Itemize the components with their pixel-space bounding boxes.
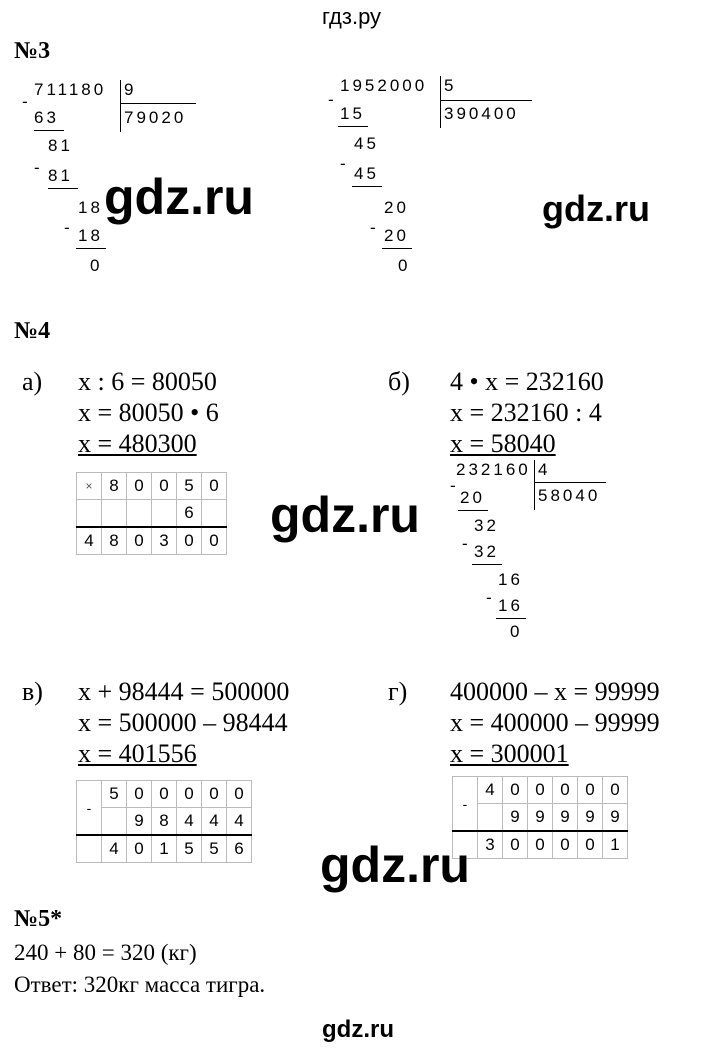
task5-solution: 240 + 80 = 320 (кг) — [14, 940, 197, 965]
task4g-label: г) — [388, 677, 408, 706]
div1-divisor: 9 — [124, 80, 137, 99]
task4a-line: x : 6 = 80050 — [78, 367, 217, 396]
watermark: gdz.ru — [104, 169, 254, 225]
div3-step: 32 — [474, 516, 499, 535]
div3-step: 32 — [474, 542, 499, 561]
task5-answer: Ответ: 320кг масса тигра. — [14, 972, 266, 997]
div1-step: 81 — [48, 166, 73, 185]
div3-quotient: 58040 — [538, 486, 601, 505]
task4-number: №4 — [14, 318, 51, 344]
task4g-answer: x = 300001 — [450, 739, 569, 768]
watermark: gdz.ru — [322, 1016, 394, 1043]
task4a-line: x = 80050 • 6 — [78, 398, 219, 427]
div3-divisor: 4 — [538, 460, 551, 479]
task4g-line: x = 400000 – 99999 — [450, 708, 660, 737]
div3-step: 20 — [460, 488, 485, 507]
div2-step: 0 — [398, 256, 411, 275]
task4a-label: а) — [22, 367, 43, 396]
task4a-multiplication-table: × 8 0 0 5 0 6 4 8 0 3 0 0 — [76, 472, 227, 555]
div2-step: 45 — [354, 134, 379, 153]
div2-quotient: 390400 — [444, 104, 519, 123]
task4b-label: б) — [388, 367, 410, 396]
task4v-subtraction-table: - 5 0 0 0 0 0 9 8 4 4 4 4 0 1 5 5 6 — [76, 780, 252, 863]
task5-number: №5* — [14, 906, 63, 932]
div2-step: 20 — [384, 198, 409, 217]
div1-step: 81 — [48, 136, 73, 155]
div2-step: 20 — [384, 226, 409, 245]
div2-dividend: 1952000 — [340, 76, 428, 95]
div2-divisor: 5 — [444, 76, 457, 95]
task3-number: №3 — [14, 38, 51, 64]
task4b-line: x = 232160 : 4 — [450, 398, 602, 427]
div3-dividend: 232160 — [456, 460, 531, 479]
watermark: gdz.ru — [542, 188, 650, 229]
watermark: gdz.ru — [320, 837, 470, 893]
task4v-line: x = 500000 – 98444 — [78, 708, 288, 737]
task4a-answer: x = 480300 — [78, 429, 197, 458]
div1-step: 0 — [90, 256, 103, 275]
watermark: gdz.ru — [270, 487, 420, 543]
div1-quotient: 79020 — [124, 108, 187, 127]
div3-step: 16 — [498, 596, 523, 615]
div2-step: 15 — [340, 104, 365, 123]
task4v-label: в) — [22, 677, 43, 706]
div1-step: 18 — [78, 226, 103, 245]
task4g-line: 400000 – x = 99999 — [450, 677, 660, 706]
task4g-subtraction-table: - 4 0 0 0 0 0 9 9 9 9 9 3 0 0 0 0 1 — [452, 776, 628, 859]
div3-step: 16 — [498, 570, 523, 589]
task4b-answer: x = 58040 — [450, 429, 556, 458]
div1-step: 63 — [34, 108, 59, 127]
task4v-line: x + 98444 = 500000 — [78, 677, 290, 706]
div1-step: 18 — [78, 198, 103, 217]
div1-dividend: 711180 — [34, 80, 107, 99]
task4b-line: 4 • x = 232160 — [450, 367, 604, 396]
site-header: гдз.ру — [322, 4, 382, 29]
div2-step: 45 — [354, 164, 379, 183]
div3-step: 0 — [510, 622, 523, 641]
task4v-answer: x = 401556 — [78, 739, 197, 768]
